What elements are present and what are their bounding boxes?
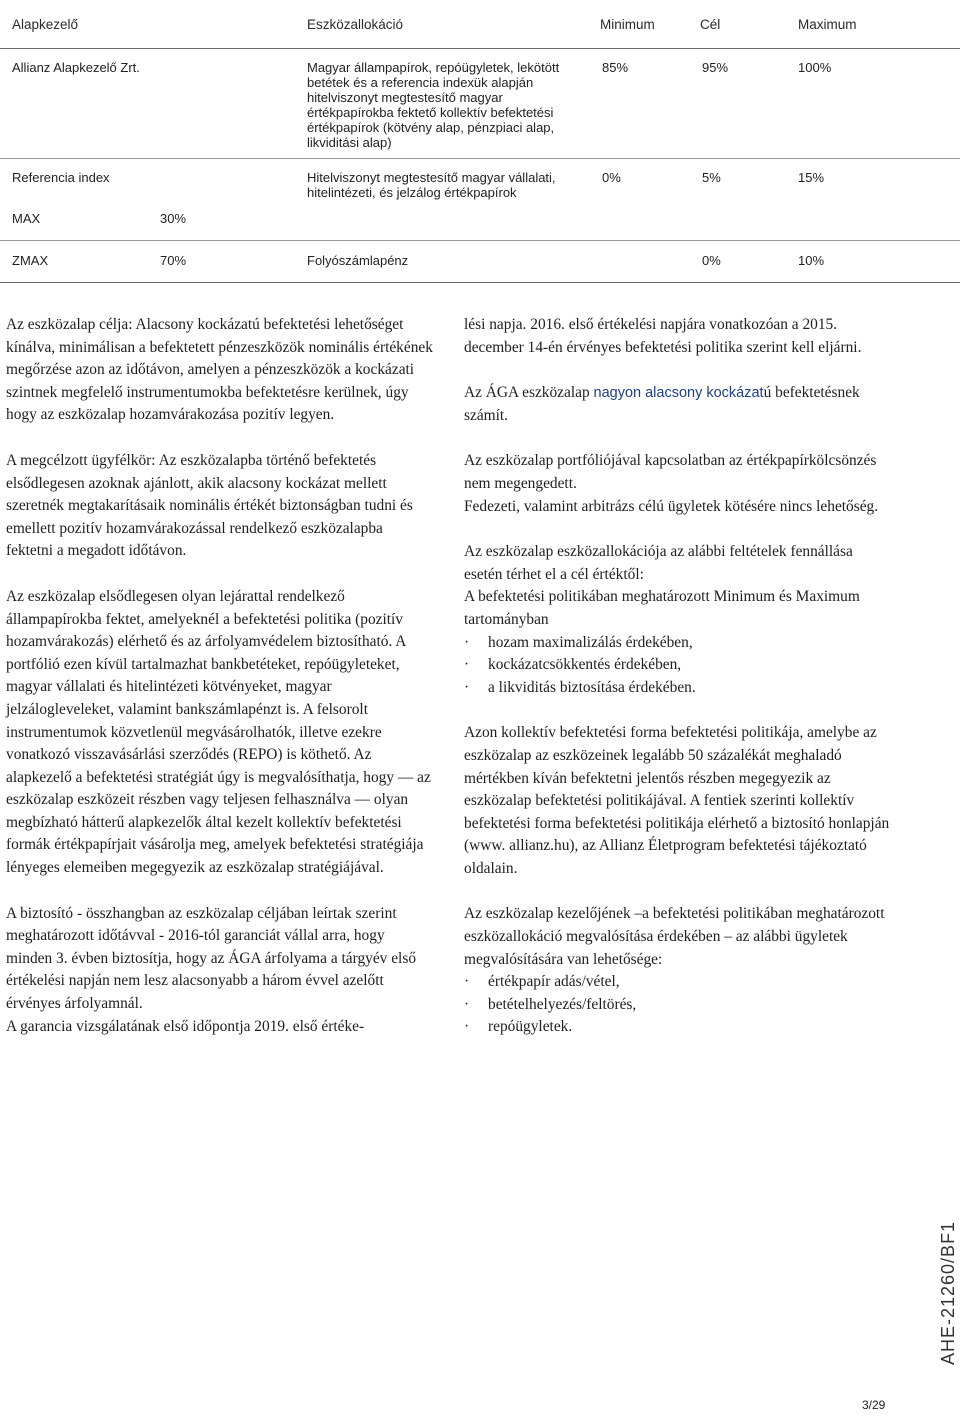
- row3-description: Folyószámlapénz: [307, 253, 409, 268]
- list-item: · a likviditás biztosítása érdekében.: [464, 677, 894, 700]
- deviation-list: [464, 632, 894, 700]
- list-item: · kockázatcsökkentés érdekében,: [464, 654, 894, 677]
- row3-label: ZMAX: [12, 253, 49, 268]
- min-max-paragraph: A befektetési politikában meghatározott Minimum és Maximum tartományban: [464, 588, 860, 628]
- securities-lending-paragraph: Az eszközalap portfóliójával kapcsolatban az értékpapírkölcsönzés nem megengedett.: [464, 452, 877, 492]
- transactions-list: [464, 971, 894, 1039]
- row1-description: Magyar állampapírok, repóügyletek, lekötött betétek és a referencia indexük alapján hitelviszonyt megtestesítő magyar értékpapírokba fektető kollektív befektetési értékpapírok (kötvény alap, pénzpiaci alap, likviditási alap): [307, 60, 560, 150]
- guarantee-paragraph: A biztosító - összhangban az eszközalap céljában leírtak szerint meghatározott időtávval - 2016-tól garanciát vállal arra, hogy minden 3. évben biztosítja, hogy az ÁGA árfolyama a tárgyév első értékelési napján nem lesz alacsonyabb a három évvel azelőtt érvényes árfolyamnál.: [6, 904, 417, 1013]
- page-number: 3/29: [862, 1398, 886, 1412]
- list-item: · betételhelyezés/feltörés,: [464, 994, 894, 1017]
- row1-min: 85%: [602, 60, 629, 75]
- list-item: · repóügyletek.: [464, 1016, 894, 1039]
- header-maximum: Maximum: [798, 17, 857, 32]
- table-bottom-border: [0, 282, 960, 283]
- left-column: [6, 314, 433, 1038]
- row2-label: Referencia index: [12, 170, 110, 185]
- header-minimum: Minimum: [600, 17, 655, 32]
- header-fund-manager: Alapkezelő: [12, 17, 79, 32]
- row2-max-label: MAX: [12, 211, 41, 226]
- list-item: · értékpapír adás/vétel,: [464, 971, 894, 994]
- allocation-table: [0, 0, 960, 290]
- fund-objective-paragraph: Az eszközalap célja: Alacsony kockázatú befektetési lehetőséget kínálva, minimálisan a befektetett pénzeszközök nominális értékének megőrzése azon az időtávon, amelyen a pénzeszközök a kockázati szintnek megfelelő instrumentumokba befektetésre kerülnek, úgy hogy az eszközalap hozamvárakozása pozitív legyen.: [6, 316, 433, 424]
- target-clients-paragraph: A megcélzott ügyfélkör: Az eszközalapba történő befektetés elsődlegesen azoknak ajánlott, akik alacsony kockázat mellett szeretnék megtakarításaik nominális értékét biztonságban tudni és emellett pozitív hozamvárakozással rendelkező eszközalapba fektetni a megadott időtávon.: [6, 451, 413, 560]
- list-item: · hozam maximalizálás érdekében,: [464, 632, 894, 655]
- table-divider: [0, 240, 960, 241]
- row1-max: 100%: [798, 60, 832, 75]
- deviation-paragraph: Az eszközalap eszközallokációja az alábbi feltételek fennállása esetén térhet el a cél értéktől:: [464, 543, 853, 583]
- row3-value: 70%: [160, 253, 187, 268]
- header-allocation: Eszközallokáció: [307, 17, 404, 32]
- row1-target: 95%: [702, 60, 729, 75]
- row2-min: 0%: [602, 170, 621, 185]
- hedging-paragraph: Fedezeti, valamint arbitrázs célú ügyletek kötésére nincs lehetőség.: [464, 497, 879, 515]
- row2-target: 5%: [702, 170, 721, 185]
- row3-max: 10%: [798, 253, 825, 268]
- risk-level-highlight: nagyon alacsony kockázat: [593, 385, 764, 402]
- row1-manager: Allianz Alapkezelő Zrt.: [12, 60, 140, 75]
- first-valuation-paragraph: lési napja. 2016. első értékelési napjára vonatkozóan a 2015. december 14-én érvényes befektetési politika szerint kell eljárni.: [464, 316, 862, 356]
- row3-min: 0%: [702, 253, 721, 268]
- manager-transactions-paragraph: Az eszközalap kezelőjének –a befektetési politikában meghatározott eszközallokáció megvalósítása érdekében – az alábbi ügyletek megvalósítására van lehetősége:: [464, 905, 885, 968]
- document-code: AHE-21260/BF1: [938, 1220, 958, 1365]
- guarantee-first-date: A garancia vizsgálatának első időpontja 2019. első értéke-: [6, 1017, 365, 1035]
- header-target: Cél: [700, 17, 721, 32]
- row2-description: Hitelviszonyt megtestesítő magyar vállalati, hitelintézeti, és jelzálog értékpapírok: [307, 170, 556, 200]
- risk-paragraph: Az ÁGA eszközalap nagyon alacsony kockázatú befektetésnek számít.: [464, 384, 860, 424]
- collective-investment-paragraph: Azon kollektív befektetési forma befektetési politikája, amelybe az eszközalap az eszközeinek legalább 50 százalékát meghaladó mértékben kíván befektetni jelentős részben megegyezik az eszközalap befektetési politikájával. A fentiek szerinti kollektív befektetési forma befektetési politikája elérhető a biztosító honlapján (www. allianz.hu), az Allianz Életprogram befektetési tájékoztató oldalain.: [464, 724, 890, 877]
- row2-max: 15%: [798, 170, 825, 185]
- table-divider: [0, 158, 960, 159]
- investment-policy-paragraph: Az eszközalap elsődlegesen olyan lejárattal rendelkező állampapírokba fektet, amelyeknél a befektetési politika (pozitív hozamvárakozás) elérhető és az árfolyamvédelem biztosítható. A portfólió ezen kívül tartalmazhat bankbetéteket, repóügyleteket, magyar vállalati és hitelintézeti kötvényeket, magyar jelzálogleveleket, valamint bankszámlapénzt is. A felsorolt instrumentumok közvetlenül megvásárolhatók, illetve ezekre vonatkozó visszavásárlási szerződés (REPO) is köthető. Az alapkezelő a befektetési stratégiát úgy is megvalósíthatja, hogy — az eszközalap eszközeit részben vagy teljesen felhasználva — olyan megbízható hátterű alapkezelők által kezelt kollektív befektetési formák értékpapírjait vásárolja meg, amelyek befektetési stratégiája lényeges elemeiben megegyezik az eszközalap stratégiájával.: [6, 587, 431, 877]
- right-column: [464, 314, 894, 1039]
- row2-max-value: 30%: [160, 211, 187, 226]
